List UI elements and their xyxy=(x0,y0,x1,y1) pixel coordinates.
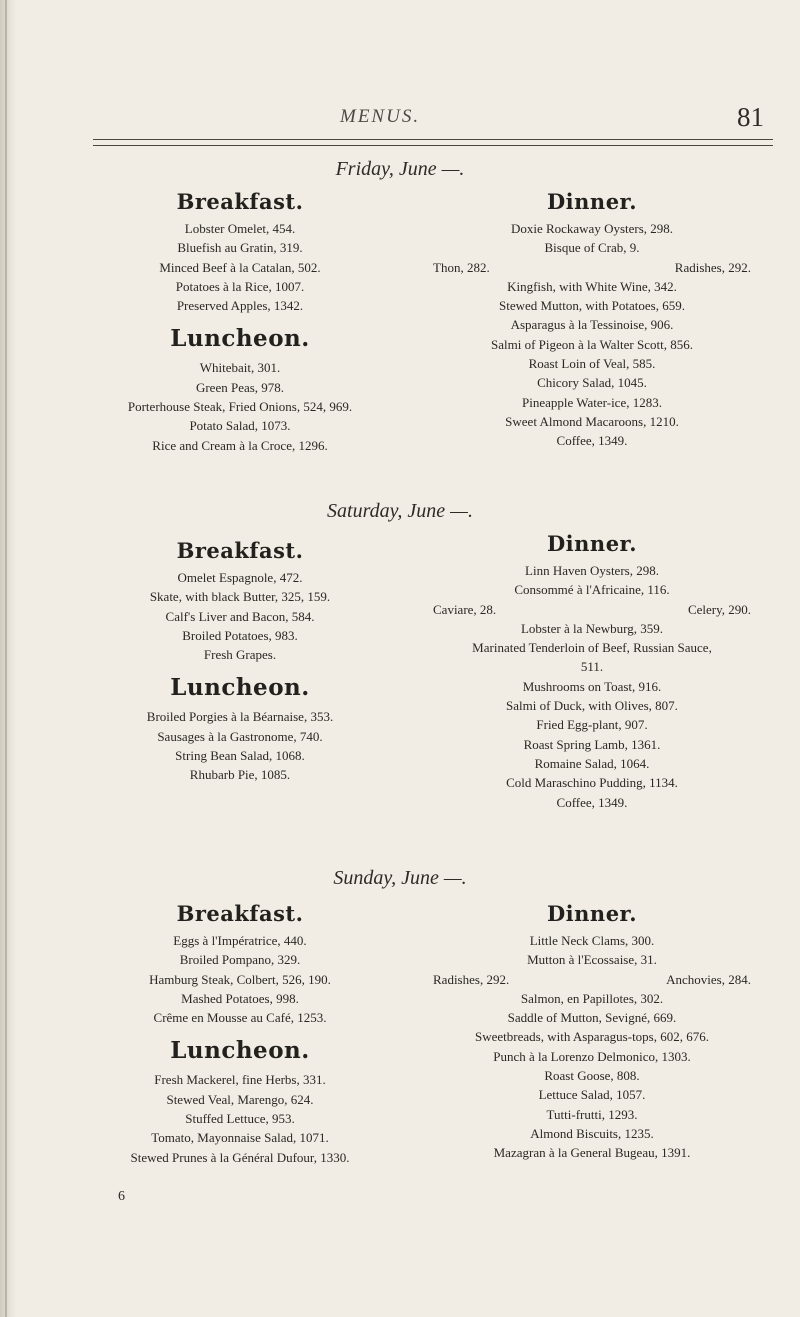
menu-item: Mushrooms on Toast, 916. xyxy=(522,678,662,694)
menu-item: Potato Salad, 1073. xyxy=(189,418,291,434)
menu-item: Green Peas, 978. xyxy=(195,379,285,395)
menu-item: Rhubarb Pie, 1085. xyxy=(189,767,291,783)
menu-item: Tomato, Mayonnaise Salad, 1071. xyxy=(151,1130,329,1146)
menu-item: Almond Biscuits, 1235. xyxy=(530,1125,654,1141)
menu-item: Bisque of Crab, 9. xyxy=(544,240,640,256)
menu-item: Roast Spring Lamb, 1361. xyxy=(523,736,661,752)
menu-item: Sweetbreads, with Asparagus-tops, 602, 676. xyxy=(475,1029,709,1045)
menu-item: Chicory Salad, 1045. xyxy=(537,375,647,391)
menu-item: Whitebait, 301. xyxy=(199,360,281,376)
menu-item: Calf's Liver and Bacon, 584. xyxy=(165,608,315,624)
menu-item: Marinated Tenderloin of Beef, Russian Sauce, xyxy=(472,640,712,656)
meal-title-breakfast: Breakfast. xyxy=(176,189,304,214)
menu-item: Caviare, 28. xyxy=(433,601,497,617)
menu-item: Celery, 290. xyxy=(687,601,751,617)
running-head-title: MENUS. xyxy=(340,106,421,127)
menu-item: Broiled Pompano, 329. xyxy=(179,952,301,968)
header-rule xyxy=(93,139,773,140)
menu-item: Fresh Mackerel, fine Herbs, 331. xyxy=(154,1072,326,1088)
menu-item: Broiled Porgies à la Béarnaise, 353. xyxy=(146,709,334,725)
menu-item: Roast Loin of Veal, 585. xyxy=(528,356,656,372)
friday-left-column xyxy=(110,188,370,455)
friday-right-column xyxy=(433,188,751,451)
menu-item: Lettuce Salad, 1057. xyxy=(538,1087,646,1103)
menu-list xyxy=(110,707,370,784)
menu-item-pair xyxy=(433,258,751,277)
day-heading-saturday: Saturday, June —. xyxy=(327,500,473,522)
menu-list xyxy=(110,358,370,454)
meal-title-luncheon: Luncheon. xyxy=(170,674,310,702)
menu-item: String Bean Salad, 1068. xyxy=(175,748,305,764)
menu-item: Radishes, 292. xyxy=(433,971,510,987)
menu-item: Linn Haven Oysters, 298. xyxy=(525,563,659,578)
menu-list xyxy=(110,1070,370,1166)
menu-item: Romaine Salad, 1064. xyxy=(534,755,650,771)
sunday-right-column xyxy=(433,900,751,1163)
menu-item: Broiled Potatoes, 983. xyxy=(182,627,298,643)
meal-title-dinner: Dinner. xyxy=(546,531,638,556)
menu-item: Kingfish, with White Wine, 342. xyxy=(507,278,677,294)
menu-item: Little Neck Clams, 300. xyxy=(529,933,655,948)
menu-item: Consommé à l'Africaine, 116. xyxy=(514,582,670,598)
menu-item: Stuffed Lettuce, 953. xyxy=(185,1111,295,1127)
menu-item: Lobster Omelet, 454. xyxy=(184,221,296,236)
menu-item: Coffee, 1349. xyxy=(556,433,628,449)
menu-item: Mashed Potatoes, 998. xyxy=(181,990,299,1006)
saturday-left-column xyxy=(110,537,370,785)
menu-list xyxy=(110,568,370,664)
menu-item: 511. xyxy=(580,659,604,675)
menu-item: Coffee, 1349. xyxy=(556,794,628,810)
menu-item: Salmon, en Papillotes, 302. xyxy=(520,990,664,1006)
menu-list xyxy=(433,931,751,1163)
menu-item: Cold Maraschino Pudding, 1134. xyxy=(506,775,678,791)
menu-item: Eggs à l'Impératrice, 440. xyxy=(173,933,307,948)
page-number: 81 xyxy=(737,102,764,132)
day-heading-friday: Friday, June —. xyxy=(335,158,465,180)
meal-title-breakfast: Breakfast. xyxy=(176,901,304,926)
menu-item: Sweet Almond Macaroons, 1210. xyxy=(505,413,679,429)
meal-title-breakfast: Breakfast. xyxy=(176,538,304,563)
menu-item: Radishes, 292. xyxy=(674,259,751,275)
menu-item: Mutton à l'Ecossaise, 31. xyxy=(527,952,657,968)
menu-item: Thon, 282. xyxy=(433,259,490,275)
menu-item: Mazagran à la General Bugeau, 1391. xyxy=(493,1145,691,1161)
menu-item: Stewed Mutton, with Potatoes, 659. xyxy=(499,298,685,314)
meal-title-luncheon: Luncheon. xyxy=(170,325,310,353)
menu-item: Preserved Apples, 1342. xyxy=(176,298,304,314)
menu-item: Rice and Cream à la Croce, 1296. xyxy=(152,437,328,453)
menu-item: Lobster à la Newburg, 359. xyxy=(520,620,663,636)
menu-item: Fried Egg-plant, 907. xyxy=(536,717,648,733)
menu-item: Pineapple Water-ice, 1283. xyxy=(522,394,662,410)
meal-title-luncheon: Luncheon. xyxy=(170,1037,310,1065)
menu-item: Doxie Rockaway Oysters, 298. xyxy=(510,221,674,236)
menu-item: Punch à la Lorenzo Delmonico, 1303. xyxy=(493,1048,691,1064)
menu-item: Anchovies, 284. xyxy=(666,971,751,987)
menu-item: Saddle of Mutton, Sevigné, 669. xyxy=(507,1010,677,1026)
menu-item: Stewed Prunes à la Général Dufour, 1330. xyxy=(130,1149,350,1165)
menu-item: Fresh Grapes. xyxy=(203,647,277,663)
sunday-left-column xyxy=(110,900,370,1167)
menu-item-pair xyxy=(433,600,751,619)
menu-item: Salmi of Pigeon à la Walter Scott, 856. xyxy=(491,336,693,352)
meal-title-dinner: Dinner. xyxy=(546,189,638,214)
menu-list xyxy=(110,219,370,315)
menu-item: Minced Beef à la Catalan, 502. xyxy=(159,259,321,275)
menu-item: Stewed Veal, Marengo, 624. xyxy=(166,1091,314,1107)
menu-item-pair xyxy=(433,970,751,989)
menu-item: Hamburg Steak, Colbert, 526, 190. xyxy=(149,971,331,987)
saturday-right-column xyxy=(433,530,751,812)
menu-item: Asparagus à la Tessinoise, 906. xyxy=(510,317,674,333)
menu-item: Salmi of Duck, with Olives, 807. xyxy=(506,698,678,714)
menu-list xyxy=(433,219,751,451)
menu-item: Porterhouse Steak, Fried Onions, 524, 969. xyxy=(127,399,353,415)
day-heading-sunday: Sunday, June —. xyxy=(333,867,467,889)
menu-item: Roast Goose, 808. xyxy=(544,1068,640,1084)
menu-item: Omelet Espagnole, 472. xyxy=(177,570,303,585)
menu-item: Sausages à la Gastronome, 740. xyxy=(157,728,323,744)
menu-item: Potatoes à la Rice, 1007. xyxy=(175,278,305,294)
menu-item: Bluefish au Gratin, 319. xyxy=(177,240,303,256)
meal-title-dinner: Dinner. xyxy=(546,901,638,926)
menu-item: Tutti-frutti, 1293. xyxy=(546,1106,638,1122)
signature-mark: 6 xyxy=(118,1189,125,1204)
page-spine xyxy=(0,0,16,1317)
running-head xyxy=(0,102,800,136)
header-rule-double xyxy=(93,145,773,146)
menu-item: Crême en Mousse au Café, 1253. xyxy=(153,1010,327,1026)
menu-item: Skate, with black Butter, 325, 159. xyxy=(149,589,331,605)
menu-list xyxy=(433,561,751,812)
menu-list xyxy=(110,931,370,1027)
